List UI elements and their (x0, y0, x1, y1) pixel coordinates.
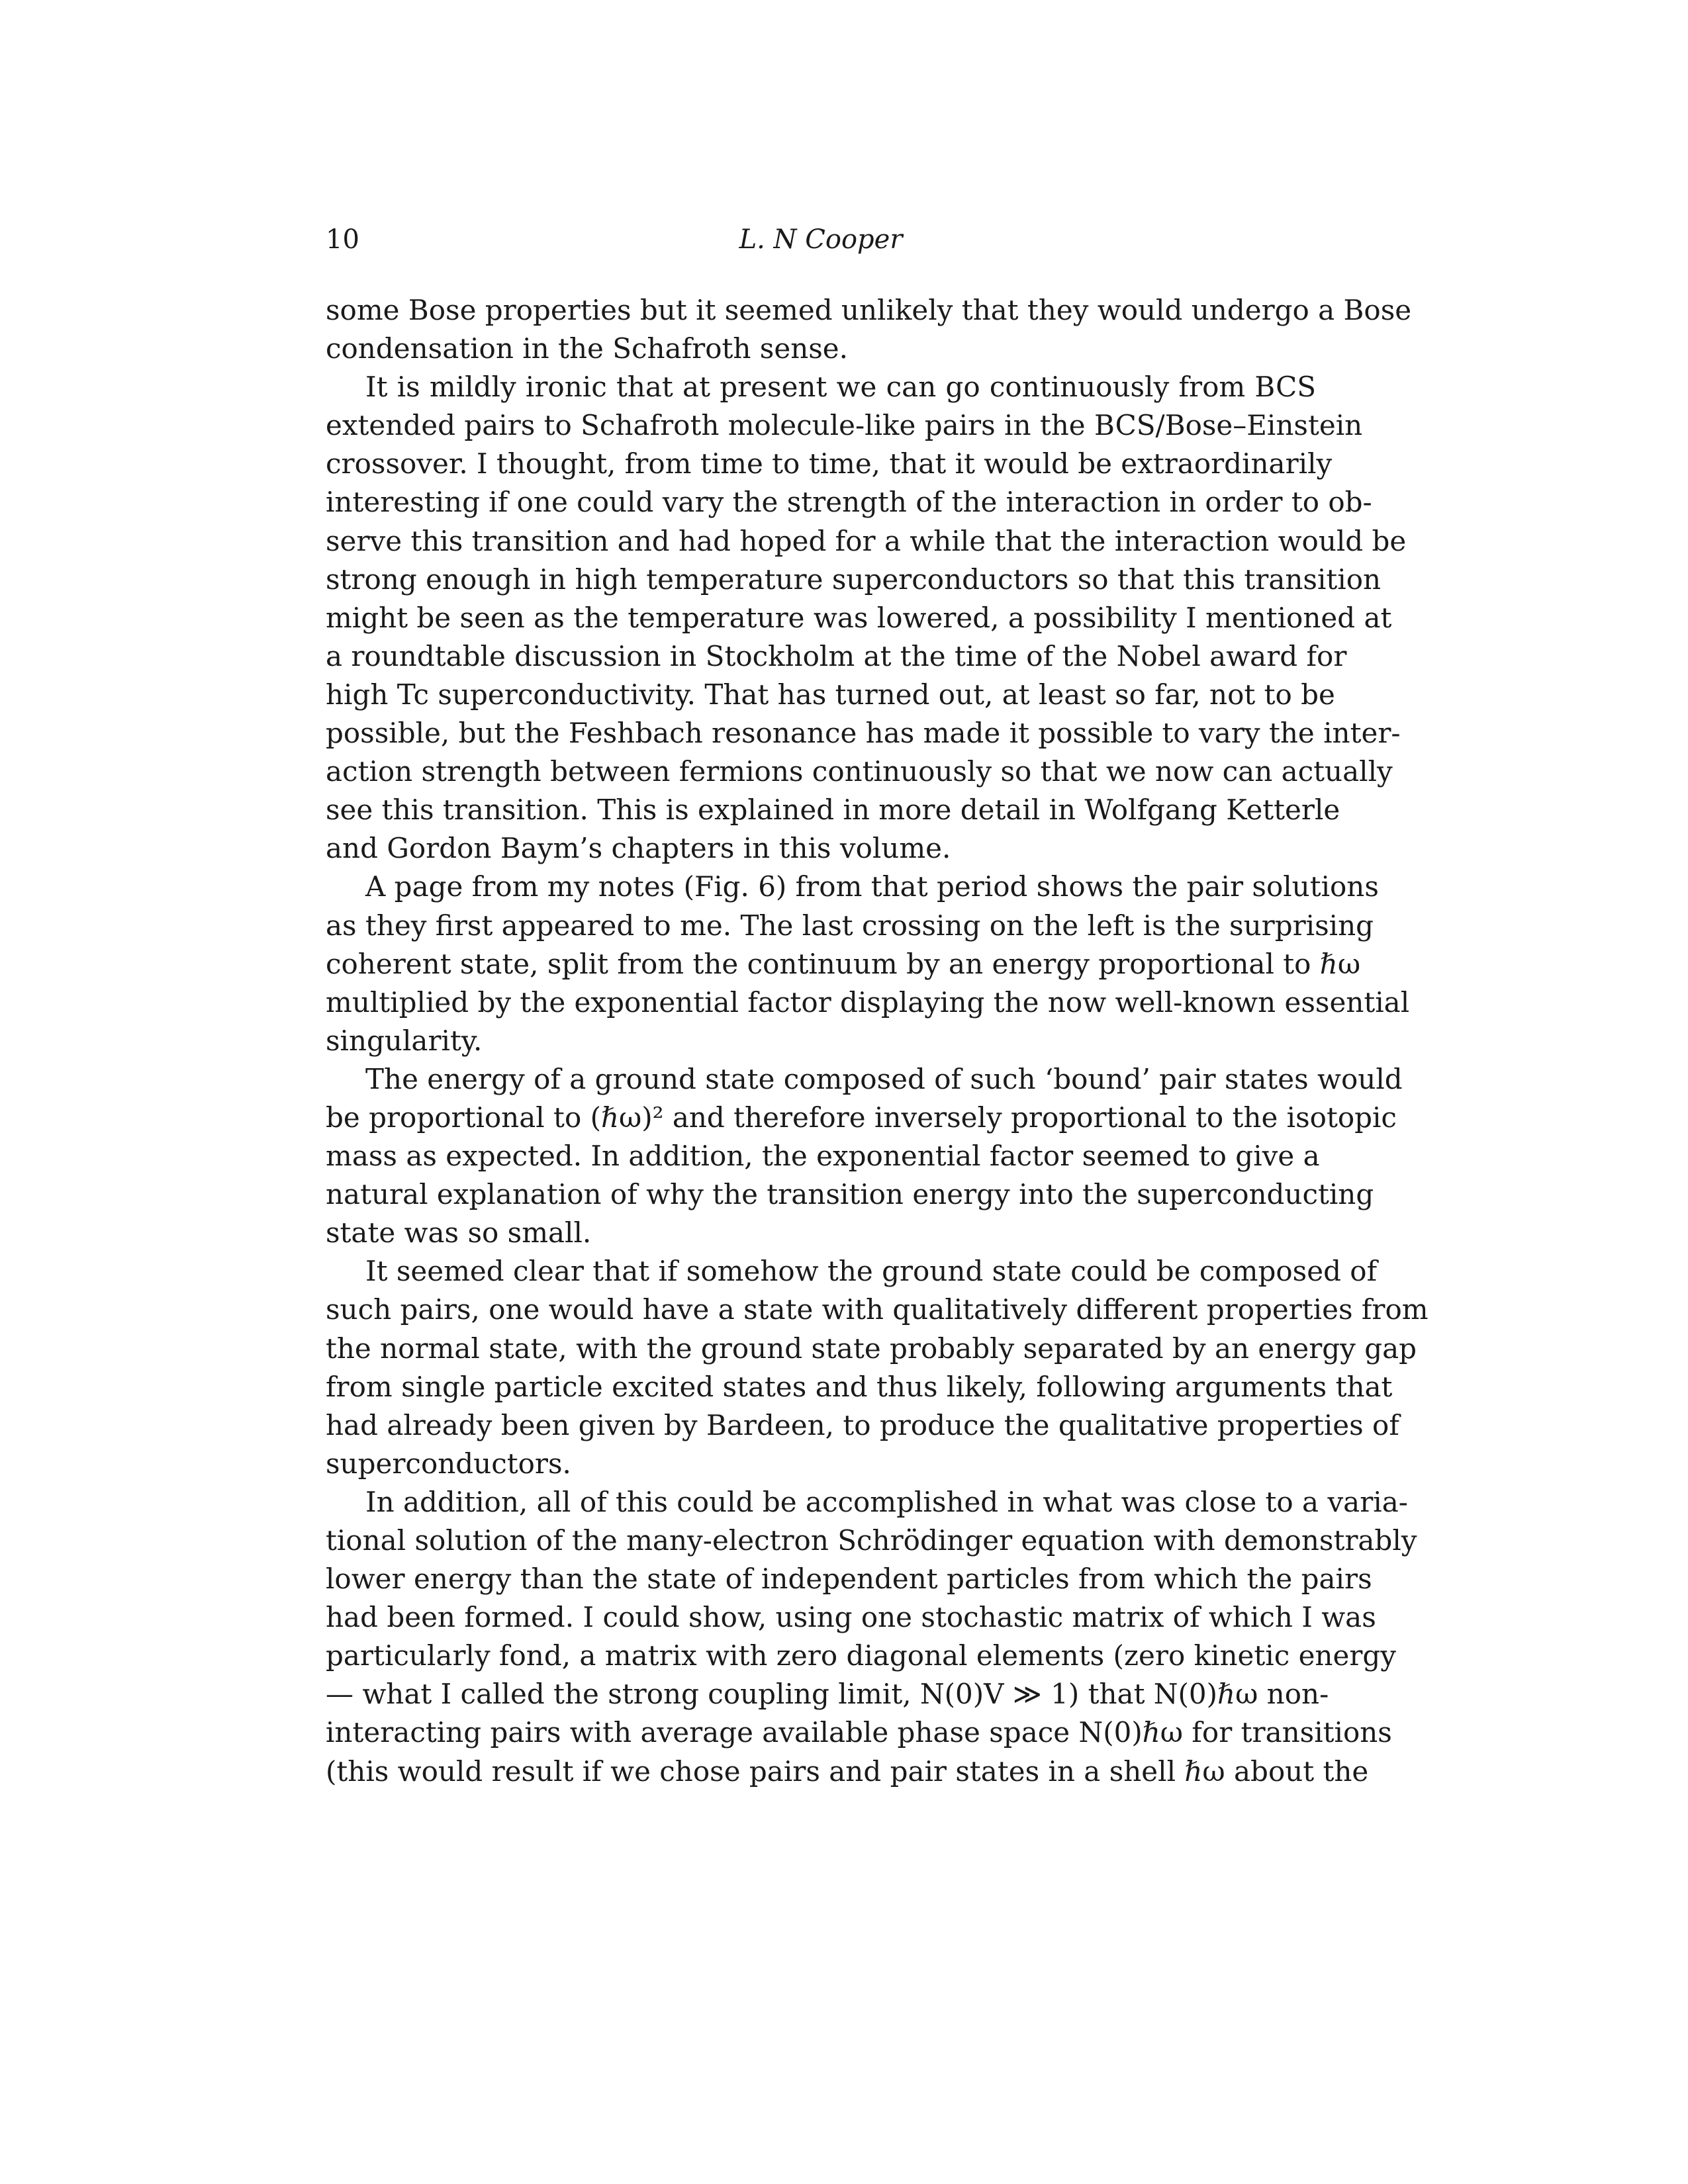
text-line: A page from my notes (Fig. 6) from that period shows the pair solutions (365, 870, 1379, 903)
running-head (326, 220, 1316, 259)
text-line: as they first appeared to me. The last crossing on the left is the surprising (326, 909, 1374, 942)
text-line: had already been given by Bardeen, to produce the qualitative properties of (326, 1408, 1399, 1441)
paragraph (326, 868, 1410, 1060)
text-line: serve this transition and had hoped for a while that the interaction would be (326, 524, 1407, 557)
text-line: such pairs, one would have a state with qualitatively different properties from (326, 1293, 1429, 1326)
text-line: — what I called the strong coupling limit, N(0)V ≫ 1) that N(0)ℏω non- (326, 1678, 1329, 1711)
text-line: superconductors. (326, 1447, 571, 1480)
text-line: strong enough in high temperature superconductors so that this transition (326, 563, 1382, 596)
text-line: natural explanation of why the transition energy into the superconducting (326, 1178, 1374, 1211)
text-line: some Bose properties but it seemed unlikely that they would undergo a Bose (326, 294, 1412, 326)
text-line: possible, but the Feshbach resonance has made it possible to vary the inter- (326, 717, 1401, 750)
text-line: a roundtable discussion in Stockholm at the time of the Nobel award for (326, 639, 1347, 672)
text-line: high Tc superconductivity. That has turned out, at least so far, not to be (326, 678, 1335, 711)
text-line: singularity. (326, 1024, 483, 1057)
paragraph (326, 1252, 1429, 1483)
text-line: interacting pairs with average available phase space N(0)ℏω for transitions (326, 1716, 1392, 1749)
text-line: the normal state, with the ground state probably separated by an energy gap (326, 1332, 1417, 1365)
text-line: tional solution of the many-electron Schrödinger equation with demonstrably (326, 1524, 1417, 1557)
text-line: (this would result if we chose pairs and pair states in a shell ℏω about the (326, 1754, 1369, 1788)
running-title: L. N Cooper (739, 224, 903, 255)
text-line: coherent state, split from the continuum by an energy proportional to ℏω (326, 947, 1361, 980)
text-line: and Gordon Baym’s chapters in this volume. (326, 832, 951, 865)
paragraph (326, 291, 1412, 368)
text-line: had been formed. I could show, using one stochastic matrix of which I was (326, 1601, 1376, 1634)
text-line: multiplied by the exponential factor displaying the now well-known essential (326, 985, 1410, 1019)
text-line: It seemed clear that if somehow the ground state could be composed of (365, 1255, 1378, 1288)
text-line: crossover. I thought, from time to time, that it would be extraordinarily (326, 447, 1333, 480)
text-line: condensation in the Schafroth sense. (326, 332, 848, 365)
text-line: action strength between fermions continuously so that we now can actually (326, 755, 1393, 788)
paragraph (326, 1483, 1417, 1791)
paragraph (326, 1060, 1403, 1252)
text-line: It is mildly ironic that at present we can go continuously from BCS (365, 371, 1316, 404)
text-line: see this transition. This is explained in more detail in Wolfgang Ketterle (326, 794, 1340, 827)
text-line: might be seen as the temperature was lowered, a possibility I mentioned at (326, 601, 1392, 634)
text-line: lower energy than the state of independent particles from which the pairs (326, 1563, 1372, 1596)
text-line: interesting if one could vary the strength of the interaction in order to ob- (326, 486, 1372, 519)
text-line: from single particle excited states and thus likely, following arguments that (326, 1370, 1393, 1403)
text-line: In addition, all of this could be accomplished in what was close to a varia- (365, 1485, 1408, 1518)
body-text (326, 291, 1429, 1791)
text-line: particularly fond, a matrix with zero diagonal elements (zero kinetic energy (326, 1639, 1397, 1672)
text-line: extended pairs to Schafroth molecule-like pairs in the BCS/Bose–Einstein (326, 409, 1363, 442)
text-line: mass as expected. In addition, the exponential factor seemed to give a (326, 1140, 1320, 1173)
text-line: be proportional to (ℏω)² and therefore inversely proportional to the isotopic (326, 1101, 1397, 1134)
text-line: The energy of a ground state composed of such ‘bound’ pair states would (365, 1062, 1403, 1095)
paragraph (326, 368, 1407, 868)
text-line: state was so small. (326, 1216, 592, 1250)
page-number: 10 (326, 224, 359, 255)
